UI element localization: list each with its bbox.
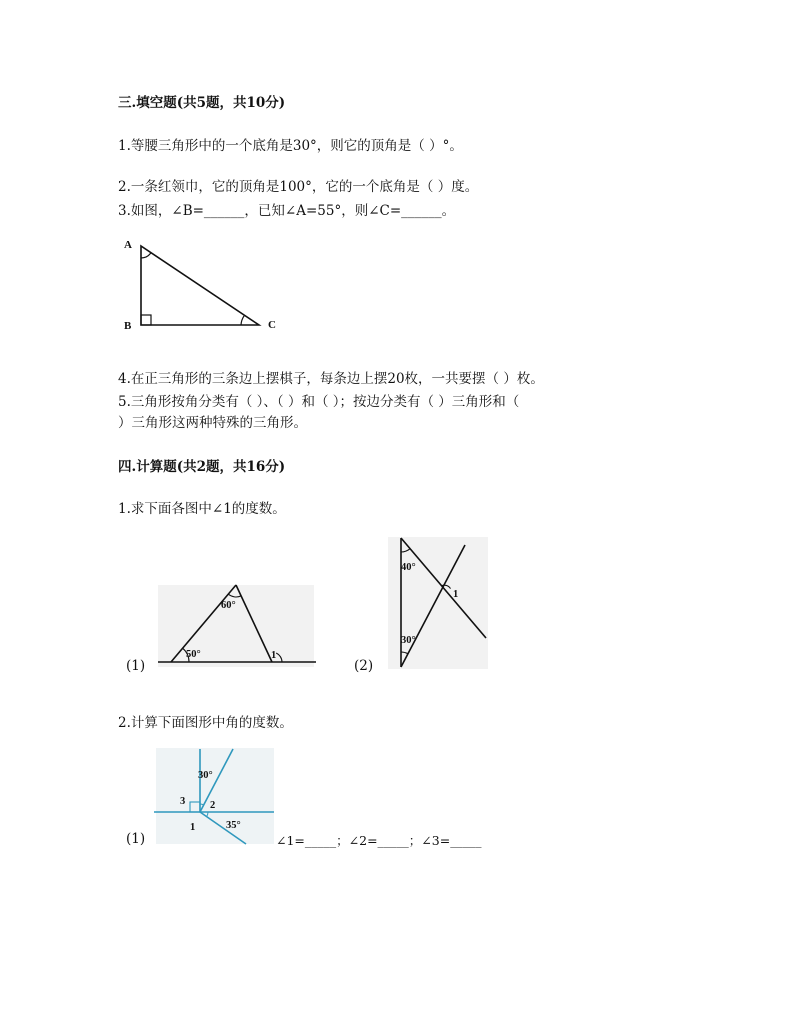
angle-40-label: 40° <box>401 562 416 573</box>
question-3-4: 4.在正三角形的三条边上摆棋子，每条边上摆20枚，一共要摆（ ）枚。 <box>118 371 544 387</box>
vertex-c-label: C <box>268 319 276 331</box>
angle-50-label: 50° <box>186 649 201 660</box>
angle-3-mark: 3 <box>180 796 186 807</box>
question-4-1: 1.求下面各图中∠1的度数。 <box>118 501 286 517</box>
angle-30-label: 30° <box>401 635 416 646</box>
angle-35-label: 35° <box>226 820 241 831</box>
crossing-lines-figure-2 <box>386 535 490 671</box>
section3-heading: 三.填空题(共5题，共10分) <box>118 95 286 111</box>
figure-2-label: (2) <box>354 658 374 674</box>
q2-answer-blanks: ∠1=_____；∠2=_____；∠3=_____ <box>276 833 482 848</box>
triangle-figure-1 <box>158 582 318 672</box>
angle-60-label: 60° <box>221 600 236 611</box>
q2-figure-label: (1) <box>126 831 146 847</box>
question-3-5-line1: 5.三角形按角分类有（ ）、（ ）和（ ）；按边分类有（ ）三角形和（ <box>118 394 520 410</box>
angle-1-mark-q2: 1 <box>190 822 196 833</box>
vertex-b-label: B <box>124 320 132 332</box>
figure-1-label: (1) <box>126 658 146 674</box>
angle-1-mark: 1 <box>271 650 277 661</box>
question-4-2: 2.计算下面图形中角的度数。 <box>118 715 293 731</box>
angle-30-label-q2: 30° <box>198 770 213 781</box>
question-3-5-line2: ）三角形这两种特殊的三角形。 <box>118 415 307 431</box>
angle-1-mark-fig2: 1 <box>453 589 459 600</box>
right-triangle-figure <box>118 236 288 336</box>
question-3-1: 1.等腰三角形中的一个底角是30°，则它的顶角是（ ）°。 <box>118 138 463 154</box>
vertex-a-label: A <box>124 239 132 251</box>
question-3-3: 3.如图，∠B=______，已知∠A=55°，则∠C=______。 <box>118 203 456 219</box>
question-3-2: 2.一条红领巾，它的顶角是100°，它的一个底角是（ ）度。 <box>118 179 479 195</box>
angles-at-point-figure <box>154 746 279 846</box>
angle-2-mark: 2 <box>210 800 216 811</box>
section4-heading: 四.计算题(共2题，共16分) <box>118 459 286 475</box>
